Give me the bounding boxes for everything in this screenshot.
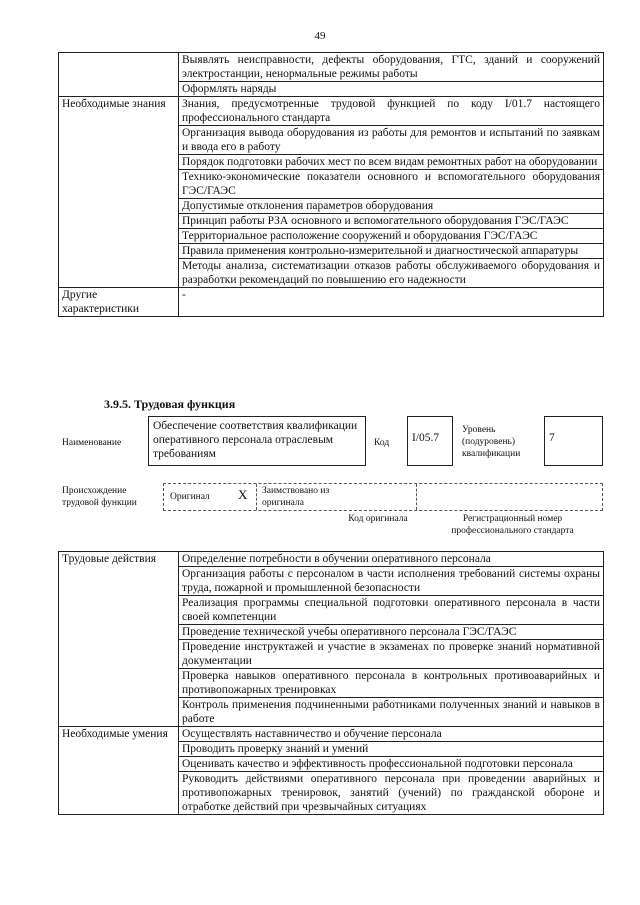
- table-row: [59, 727, 604, 742]
- table-cell: Оформлять наряды: [179, 82, 604, 97]
- table-cell: Контроль применения подчиненными работниками полученных знаний и навыков в работе: [179, 698, 604, 727]
- row-header-cell: Необходимые знания: [59, 97, 179, 288]
- level-label: Уровень (подуровень) квалификации: [462, 425, 521, 459]
- reg-caption: Регистрационный номер профессионального стандарта: [451, 514, 574, 536]
- table-cell: Порядок подготовки рабочих мест по всем видам ремонтных работ на оборудовании: [179, 155, 604, 170]
- origin-label: Происхождение трудовой функции: [62, 486, 137, 508]
- row-header-cell: [59, 53, 179, 97]
- code-caption: Код оригинала: [348, 514, 408, 524]
- table-knowledge: [58, 52, 604, 317]
- table-cell: Проверка навыков оперативного персонала в контрольных противоаварийных и противопожарных тренировках: [179, 669, 604, 698]
- row-header-cell: Необходимые умения: [59, 727, 179, 815]
- table-cell: Принцип работы РЗА основного и вспомогательного оборудования ГЭС/ГАЭС: [179, 214, 604, 229]
- original-label: Оригинал: [170, 492, 210, 502]
- code-label: Код: [374, 438, 390, 448]
- table-cell: Организация работы с персоналом в части исполнения требований системы охраны труда, пожарной и промышленной безопасности: [179, 567, 604, 596]
- function-name-box: Обеспечение соответствия квалификации оперативного персонала отраслевым требованиям: [148, 416, 366, 466]
- origin-box: [163, 483, 603, 511]
- level-value-box: 7: [544, 416, 603, 466]
- row-header-cell: Другие характеристики: [59, 288, 179, 317]
- table-cell: Методы анализа, систематизации отказов работы обслуживаемого оборудования и разработки рекомендаций по повышению его надежности: [179, 259, 604, 288]
- table-row: [59, 53, 604, 82]
- table-cell: Знания, предусмотренные трудовой функцией по коду I/01.7 настоящего профессионального стандарта: [179, 97, 604, 126]
- table-cell: Территориальное расположение сооружений и оборудования ГЭС/ГАЭС: [179, 229, 604, 244]
- table-cell: Руководить действиями оперативного персонала при проведении аварийных и противопожарных тренировок, занятий (учений) по гражданской обороне и отработке действий при чрезвычайных ситуациях: [179, 772, 604, 815]
- table-cell: Осуществлять наставничество и обучение персонала: [179, 727, 604, 742]
- row-header-cell: Трудовые действия: [59, 552, 179, 727]
- page-number: 49: [314, 30, 326, 42]
- table-row: [59, 288, 604, 317]
- table-row: [59, 552, 604, 567]
- original-mark: X: [238, 487, 248, 502]
- table-cell: Правила применения контрольно-измерительной и диагностической аппаратуры: [179, 244, 604, 259]
- table-row: [59, 97, 604, 126]
- borrowed-label: Заимствовано из оригинала: [262, 486, 330, 508]
- table-cell: Организация вывода оборудования из работы для ремонтов и испытаний по заявкам и ввода его в работу: [179, 126, 604, 155]
- function-code-box: I/05.7: [407, 416, 453, 466]
- table-cell: Оценивать качество и эффективность профессиональной подготовки персонала: [179, 757, 604, 772]
- table-cell: Технико-экономические показатели основного и вспомогательного оборудования ГЭС/ГАЭС: [179, 170, 604, 199]
- table-cell: Допустимые отклонения параметров оборудования: [179, 199, 604, 214]
- section-title: 3.9.5. Трудовая функция: [104, 397, 236, 411]
- table-cell: Реализация программы специальной подготовки оперативного персонала в части своей компетенции: [179, 596, 604, 625]
- table-cell: Выявлять неисправности, дефекты оборудования, ГТС, зданий и сооружений электростанции, ненормальные режимы работы: [179, 53, 604, 82]
- table-cell: Определение потребности в обучении оперативного персонала: [179, 552, 604, 567]
- name-label: Наименование: [62, 438, 122, 448]
- table-cell: Проведение инструктажей и участие в экзаменах по проверке знаний нормативной документации: [179, 640, 604, 669]
- table-cell: Проведение технической учебы оперативного персонала ГЭС/ГАЭС: [179, 625, 604, 640]
- table-actions-skills: [58, 551, 604, 815]
- table-cell: Проводить проверку знаний и умений: [179, 742, 604, 757]
- table-cell: -: [179, 288, 604, 317]
